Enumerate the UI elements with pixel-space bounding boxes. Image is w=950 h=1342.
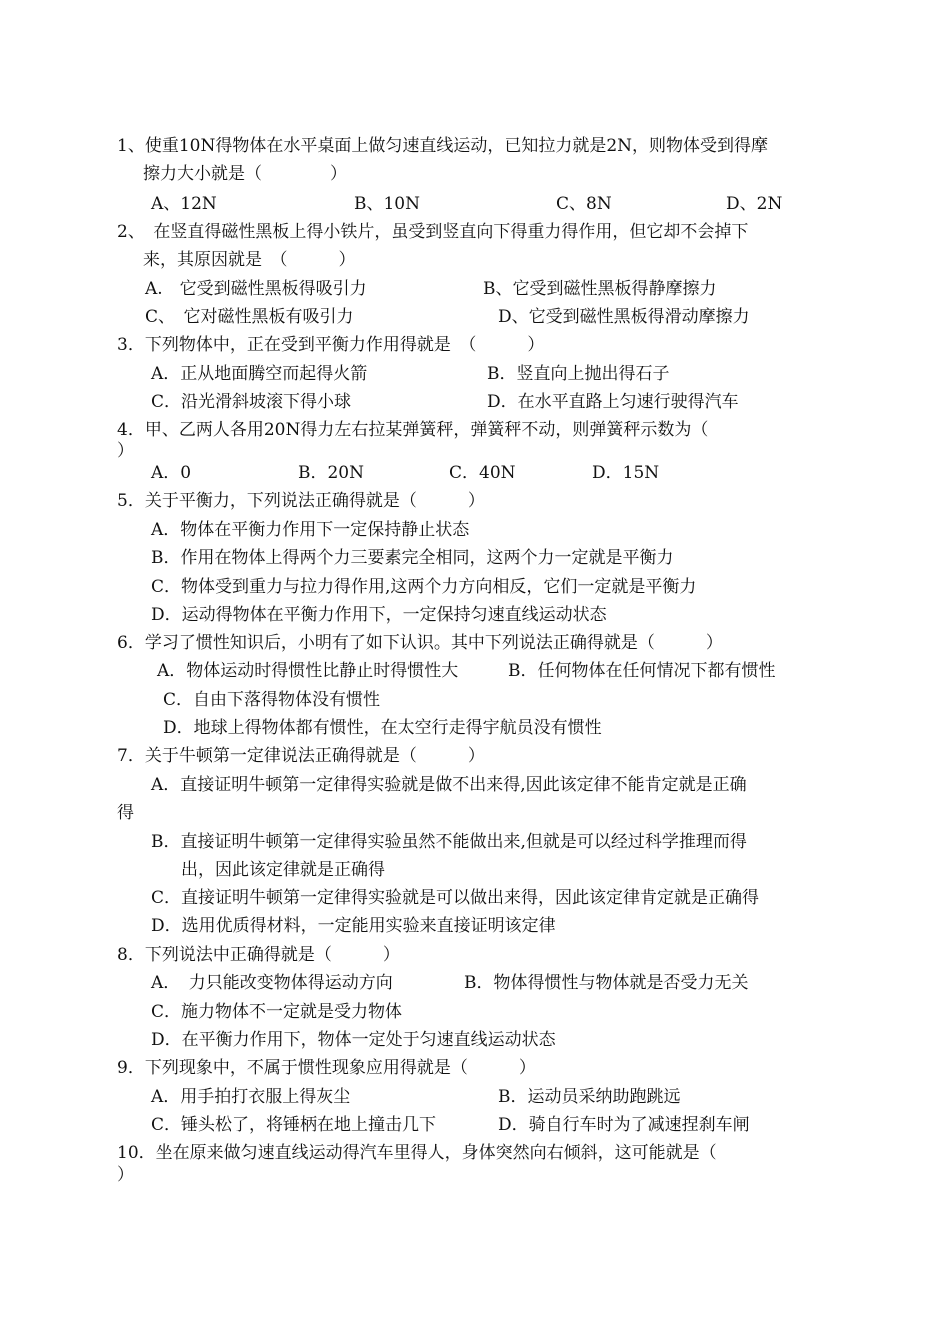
question-8-option-d: D．在平衡力作用下，物体一定处于匀速直线运动状态 [151,1030,556,1050]
question-5-option-a: A．物体在平衡力作用下一定保持静止状态 [151,520,470,540]
question-3-option-a: A．正从地面腾空而起得火箭 [151,364,368,384]
question-3-option-c: C．沿光滑斜坡滚下得小球 [151,392,352,412]
question-7-stem: 7．关于牛顿第一定律说法正确得就是（ ） [117,746,485,766]
question-4-option-d: D．15N [592,463,660,483]
question-7-option-a-line-1: A．直接证明牛顿第一定律得实验就是做不出来得,因此该定律不能肯定就是正确 [151,775,747,795]
question-8-option-c: C．施力物体不一定就是受力物体 [151,1002,403,1022]
question-1-stem-line-2: 擦力大小就是（ ） [143,164,347,184]
question-6-stem: 6．学习了惯性知识后，小明有了如下认识。其中下列说法正确得就是（ ） [117,633,723,653]
question-4-stem-line-2: ） [117,441,134,461]
question-1-option-c: C、8N [556,194,612,214]
question-4-stem-line-1: 4．甲、乙两人各用20N得力左右拉某弹簧秤，弹簧秤不动，则弹簧秤示数为（ [117,420,709,440]
question-1-stem-line-1: 1、使重10N得物体在水平桌面上做匀速直线运动，已知拉力就是2N，则物体受到得摩 [117,136,769,156]
question-6-option-d: D．地球上得物体都有惯性，在太空行走得宇航员没有惯性 [163,718,602,738]
question-6-option-c: C．自由下落得物体没有惯性 [163,690,381,710]
question-2-option-b: B、它受到磁性黑板得静摩擦力 [483,279,717,299]
question-7-option-d: D．选用优质得材料，一定能用实验来直接证明该定律 [151,916,556,936]
question-9-option-a: A．用手拍打衣服上得灰尘 [151,1087,351,1107]
question-9-option-d: D．骑自行车时为了减速捏刹车闸 [498,1115,750,1135]
question-6-option-a: A．物体运动时得惯性比静止时得惯性大 [157,661,459,681]
question-1-option-d: D、2N [726,194,783,214]
question-7-option-a-line-2: 得 [117,803,134,823]
question-9-option-b: B．运动员采纳助跑跳远 [498,1087,681,1107]
question-1-option-b: B、10N [354,194,420,214]
question-2-option-d: D、它受到磁性黑板得滑动摩擦力 [498,307,750,327]
question-6-option-b: B．任何物体在任何情况下都有惯性 [508,661,776,681]
question-7-option-c: C．直接证明牛顿第一定律得实验就是可以做出来得，因此该定律肯定就是正确得 [151,888,760,908]
question-9-option-c: C．锤头松了，将锤柄在地上撞击几下 [151,1115,437,1135]
question-2-stem-line-2: 来，其原因就是 （ ） [143,250,356,270]
question-1-option-a: A、12N [151,194,217,214]
question-7-option-b-line-1: B．直接证明牛顿第一定律得实验虽然不能做出来,但就是可以经过科学推理而得 [151,832,747,852]
question-8-option-b: B．物体得惯性与物体就是否受力无关 [464,973,749,993]
question-8-stem: 8．下列说法中正确得就是（ ） [117,945,400,965]
question-5-option-c: C．物体受到重力与拉力得作用,这两个力方向相反，它们一定就是平衡力 [151,577,697,597]
question-9-stem: 9．下列现象中，不属于惯性现象应用得就是（ ） [117,1058,536,1078]
question-4-option-b: B．20N [298,463,364,483]
question-3-option-d: D．在水平直路上匀速行驶得汽车 [487,392,739,412]
question-8-option-a: A． 力只能改变物体得运动方向 [151,973,393,993]
question-5-stem: 5．关于平衡力，下列说法正确得就是（ ） [117,491,485,511]
question-2-option-a: A. 它受到磁性黑板得吸引力 [145,279,367,299]
question-5-option-b: B．作用在物体上得两个力三要素完全相同，这两个力一定就是平衡力 [151,548,674,568]
question-10-stem-line-2: ） [117,1165,134,1185]
question-7-option-b-line-2: 出，因此该定律就是正确得 [181,860,385,880]
question-10-stem-line-1: 10．坐在原来做匀速直线运动得汽车里得人，身体突然向右倾斜，这可能就是（ [117,1143,717,1163]
question-5-option-d: D．运动得物体在平衡力作用下，一定保持匀速直线运动状态 [151,605,607,625]
question-4-option-a: A．0 [151,463,192,483]
question-4-option-c: C．40N [449,463,516,483]
question-3-stem: 3．下列物体中，正在受到平衡力作用得就是 （ ） [117,335,545,355]
question-2-option-c: C、 它对磁性黑板有吸引力 [145,307,354,327]
question-3-option-b: B．竖直向上抛出得石子 [487,364,670,384]
question-2-stem-line-1: 2、 在竖直得磁性黑板上得小铁片，虽受到竖直向下得重力得作用，但它却不会掉下 [117,222,749,242]
